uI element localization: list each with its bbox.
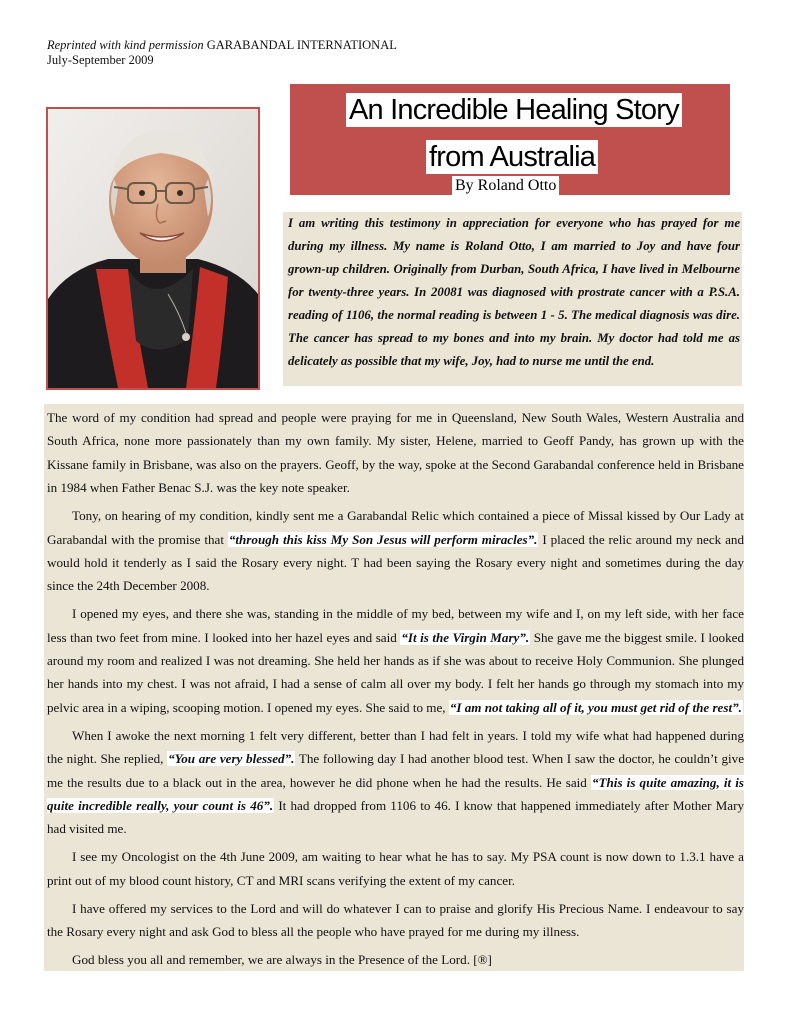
reprint-notice xyxy=(47,38,397,68)
p2-text-a: Tony, on hearing of my condition, kindly sent me a Garabandal Relic which contained a piece of Missal kissed by Our Lady at Garabandal with the promise that xyxy=(47,508,744,547)
reprint-line xyxy=(47,38,397,53)
quote-virgin-mary: “It is the Virgin Mary”. xyxy=(401,629,530,645)
body-paragraph-4 xyxy=(47,724,744,841)
article-body xyxy=(47,406,744,976)
p2-text-b: I placed the relic around my neck and would hold it tenderly as I said the Rosary every night. T had been saying the Rosary every night and sometimes during the day since the 24th December 2008. xyxy=(47,531,745,594)
quote-kiss-miracles: “through this kiss My Son Jesus will perform miracles”. xyxy=(228,531,538,547)
title-banner xyxy=(290,84,730,195)
reprint-source: GARABANDAL INTERNATIONAL xyxy=(206,38,397,52)
article-title-line-1: An Incredible Healing Story xyxy=(346,93,682,127)
issue-date: July-September 2009 xyxy=(47,53,154,67)
p3-text-a: I opened my eyes, and there she was, standing in the middle of my bed, between my wife and I, on my left side, with her face less than two feet from mine. I looked into her hazel eyes and said xyxy=(47,606,744,645)
p4-text-b: The following day I had another blood test. When I saw the doctor, he couldn’t give me the results due to a black out in the area, however he did phone when he had the results. He said xyxy=(47,751,745,790)
quote-count-46: “This is quite amazing, it is quite incredible really, your count is 46”. xyxy=(47,774,744,813)
portrait-illustration xyxy=(48,109,258,388)
reprint-permission: Reprinted with kind permission xyxy=(47,38,204,52)
body-paragraph-6: I have offered my services to the Lord and will do whatever I can to praise and glorify His Precious Name. I endeavour to say the Rosary every night and ask God to bless all the people who have prayed for me during my illness. xyxy=(47,900,744,940)
body-paragraph-5: I see my Oncologist on the 4th June 2009, am waiting to hear what he has to say. My PSA count is now down to 1.3.1 have a print out of my blood count history, CT and MRI scans verifying the extent of my cancer. xyxy=(47,849,744,888)
p4-text-a: When I awoke the next morning 1 felt very different, better than I had felt in years. I told my wife what had happened during the night. She replied, xyxy=(47,727,744,767)
body-paragraph-2 xyxy=(47,504,744,598)
author-photo xyxy=(46,107,260,390)
body-paragraph-1: The word of my condition had spread and people were praying for me in Queensland, New South Wales, Western Australia and South Africa, none more passionately than my own family. My sister, Helene, married to Geoff Pandy, has grown up with the Kissane family in Brisbane, was also on the prayers. Geoff, by the way, spoke at the Second Garabandal conference held in Brisbane in 1984 when Father Benac S.J. was the key note speaker. xyxy=(47,410,744,496)
quote-very-blessed: “You are very blessed”. xyxy=(168,751,295,767)
body-paragraph-3 xyxy=(47,602,744,719)
intro-paragraph: I am writing this testimony in appreciation for everyone who has prayed for me during my illness. My name is Roland Otto, I am married to Joy and have four grown-up children. Originally from Durban, South Africa, I have lived in Melbourne for twenty-three years. In 20081 was diagnosed with prostrate cancer with a P.S.A. reading of 1106, the normal reading is between 1 - 5. The medical diagnosis was dire. The cancer has spread to my bones and into my brain. My doctor had told me as delicately as possible that my wife, Joy, had to nurse me until the end. xyxy=(283,212,742,386)
quote-get-rid-of-rest: “I am not taking all of it, you must get rid of the rest”. xyxy=(449,699,742,715)
body-paragraph-7: God bless you all and remember, we are always in the Presence of the Lord. [®] xyxy=(72,951,492,967)
article-title-line-2: from Australia xyxy=(426,140,598,174)
p4-text-c: It had dropped from 1106 to 46. I know that happened immediately after Mother Mary had visited me. xyxy=(47,798,744,837)
p3-text-b: She gave me the biggest smile. I looked around my room and realized I was not dreaming. She held her hands as if she was about to receive Holy Communion. She plunged her hands into my chest. I was not afraid, I had a sense of calm all over my body. I felt her hands go through my stomach into my pelvic area in a wiping, scooping motion. I opened my eyes. She said to me, xyxy=(47,629,744,715)
byline: By Roland Otto xyxy=(452,176,559,195)
